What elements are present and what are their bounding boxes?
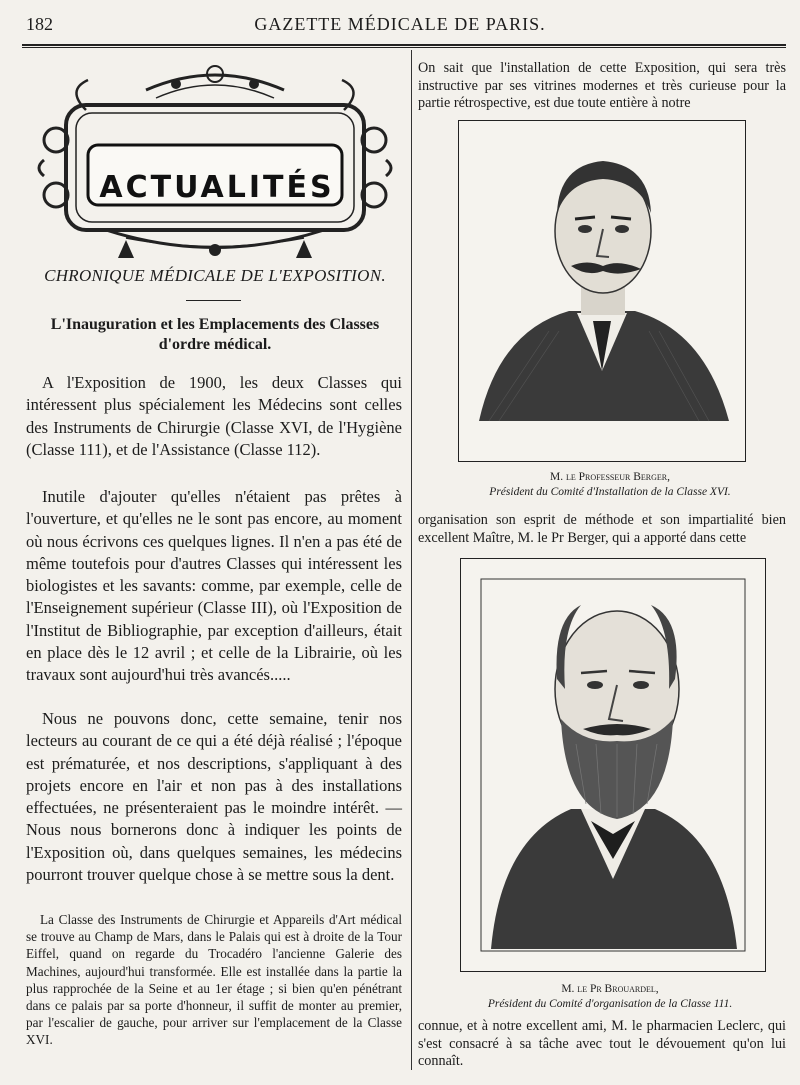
caption-berger	[440, 470, 780, 500]
paragraph-1: A l'Exposition de 1900, les deux Classes qui intéressent plus spécialement les Médecins sont celles des Instruments de Chirurgie (Classe XVI, de l'Hygiène (Classe 111), et de l'Assistance (Classe 112).	[26, 373, 402, 459]
paragraph-2: Inutile d'ajouter qu'elles n'étaient pas prêtes à l'ouverture, et qu'elles ne le sont pas encore, au moment où nous écrivons ces quelques lignes. Il n'en a pas été de même toutefois pour d'autres Classes qui intéressent les biologistes et les savants: comme, par exemple, celle de l'Enseignement supérieur (Classe III), où l'Exposition de l'Institut de Bibliographie, par exception d'ailleurs, était en place dès le 12 avril ; et celle de la Librairie, où les travaux sont aujourd'hui très avancés.....	[26, 487, 402, 685]
column-divider	[411, 50, 412, 1070]
page-number: 182	[26, 14, 53, 34]
right-mid-text: organisation son esprit de méthode et son impartialité bien excellent Maître, M. le Pr Berger, qui a apporté dans cette	[418, 512, 786, 546]
right-top-text: On sait que l'installation de cette Exposition, qui sera très instructive par ses vitrines modernes et très curieuse pour la partie rétrospective, est due toute entière à notre	[418, 60, 786, 111]
ornamental-frame-icon	[26, 50, 404, 265]
portrait-brouardel	[460, 558, 766, 972]
running-title: GAZETTE MÉDICALE DE PARIS.	[254, 14, 546, 34]
article-title-line2: d'ordre médical.	[158, 336, 272, 353]
portrait-brouardel-engraving-icon	[461, 559, 765, 971]
actualites-banner	[26, 50, 404, 265]
right-bottom-text: connue, et à notre excellent ami, M. le pharmacien Leclerc, qui s'est consacré à sa tâche avec tout le dévouement qu'on lui connaît.	[418, 1018, 786, 1069]
paragraph-4: La Classe des Instruments de Chirurgie et Appareils d'Art médical se trouve au Champ de Mars, dans le Palais qui est à droite de la Tour Eiffel, quand on regarde du Trocadéro l'ancienne Galerie des Machines, aujourd'hui transformée. Elle est installée dans la partie la plus rapprochée de la Seine et au 1er étage ; si bien qu'en pénétrant dans ce palais par sa porte d'honneur, il suffit de monter au premier, par l'escalier de gauche, pour arriver sur l'emplacement de la Classe XVI.	[26, 912, 402, 1048]
caption-brouardel-name: M. le Pr Brouardel,	[561, 983, 659, 995]
caption-berger-name: M. le Professeur Berger,	[549, 471, 670, 483]
paragraph-3: Nous ne pouvons donc, cette semaine, tenir nos lecteurs au courant de ce qui a été déjà réalisé ; l'époque est prématurée, et nos descriptions, s'appliquant à des projets encore en l'air et non pas à des installations effectuées, ne présenteraient pas le moindre intérêt. — Nous nous bornerons donc à indiquer les points de l'Exposition où, dans quelques semaines, les médecins pourront trouver quelque chose à se mettre sous la dent.	[26, 709, 402, 885]
section-rule	[186, 300, 241, 301]
portrait-berger-engraving-icon	[459, 121, 745, 461]
caption-brouardel-role: Président du Comité d'organisation de la Classe 111.	[487, 998, 733, 1010]
portrait-berger	[458, 120, 746, 462]
banner-title: ACTUALITÉS	[99, 170, 335, 205]
article-title	[26, 315, 404, 355]
caption-berger-role: Président du Comité d'Installation de la Classe XVI.	[489, 486, 731, 498]
caption-brouardel	[440, 982, 780, 1012]
article-title-line1: L'Inauguration et les Emplacements des Classes	[50, 316, 380, 333]
section-title: CHRONIQUE MÉDICALE DE L'EXPOSITION.	[44, 266, 386, 285]
header-rule-thin	[22, 47, 786, 48]
left-column	[26, 50, 404, 1048]
header-rule	[22, 44, 786, 46]
